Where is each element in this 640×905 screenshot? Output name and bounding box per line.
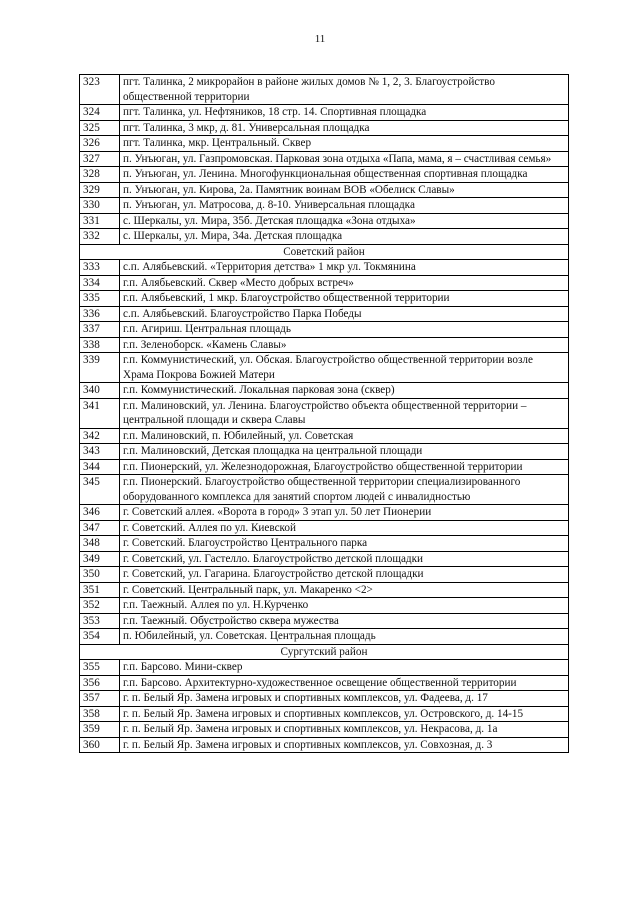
row-number: 358 xyxy=(80,706,120,722)
table-row xyxy=(80,120,569,136)
row-description: г.п. Коммунистический, ул. Обская. Благоустройство общественной территории возле Храма Покрова Божией Матери xyxy=(120,353,569,383)
table-row xyxy=(80,675,569,691)
row-description: г.п. Малиновский, п. Юбилейный, ул. Советская xyxy=(120,428,569,444)
row-description: г.п. Таежный. Обустройство сквера мужества xyxy=(120,613,569,629)
row-description: г.п. Малиновский, Детская площадка на центральной площади xyxy=(120,444,569,460)
row-number: 328 xyxy=(80,167,120,183)
table-row xyxy=(80,291,569,307)
row-number: 356 xyxy=(80,675,120,691)
row-number: 345 xyxy=(80,475,120,505)
row-description: п. Унъюган, ул. Газпромовская. Парковая зона отдыха «Папа, мама, я – счастливая семья» xyxy=(120,151,569,167)
table-row xyxy=(80,505,569,521)
row-number: 357 xyxy=(80,691,120,707)
row-number: 332 xyxy=(80,229,120,245)
table-row xyxy=(80,613,569,629)
row-description: с. Шеркалы, ул. Мира, 35б. Детская площадка «Зона отдыха» xyxy=(120,213,569,229)
row-number: 354 xyxy=(80,629,120,645)
row-description: г. Советский, ул. Гагарина. Благоустройство детской площадки xyxy=(120,567,569,583)
row-description: пгт. Талинка, мкр. Центральный. Сквер xyxy=(120,136,569,152)
row-description: пгт. Талинка, ул. Нефтяников, 18 стр. 14. Спортивная площадка xyxy=(120,105,569,121)
row-number: 360 xyxy=(80,737,120,753)
row-description: г.п. Таежный. Аллея по ул. Н.Курченко xyxy=(120,598,569,614)
row-number: 342 xyxy=(80,428,120,444)
table-row xyxy=(80,706,569,722)
row-description: г. п. Белый Яр. Замена игровых и спортивных комплексов, ул. Некрасова, д. 1а xyxy=(120,722,569,738)
row-description: пгт. Талинка, 2 микрорайон в районе жилых домов № 1, 2, 3. Благоустройство общественной территории xyxy=(120,75,569,105)
table-row xyxy=(80,722,569,738)
table-row xyxy=(80,260,569,276)
row-number: 327 xyxy=(80,151,120,167)
row-number: 352 xyxy=(80,598,120,614)
row-number: 329 xyxy=(80,182,120,198)
row-description: пгт. Талинка, 3 мкр, д. 81. Универсальная площадка xyxy=(120,120,569,136)
row-description: г.п. Алябьевский, 1 мкр. Благоустройство общественной территории xyxy=(120,291,569,307)
table-body xyxy=(80,75,569,753)
row-description: п. Унъюган, ул. Ленина. Многофункциональная общественная спортивная площадка xyxy=(120,167,569,183)
row-description: г. Советский аллея. «Ворота в город» 3 этап ул. 50 лет Пионерии xyxy=(120,505,569,521)
table-row xyxy=(80,551,569,567)
table-row xyxy=(80,428,569,444)
row-number: 335 xyxy=(80,291,120,307)
row-number: 344 xyxy=(80,459,120,475)
table-row xyxy=(80,475,569,505)
row-number: 323 xyxy=(80,75,120,105)
row-number: 350 xyxy=(80,567,120,583)
row-number: 351 xyxy=(80,582,120,598)
table-row xyxy=(80,520,569,536)
row-number: 346 xyxy=(80,505,120,521)
table-row xyxy=(80,306,569,322)
row-number: 353 xyxy=(80,613,120,629)
row-description: г.п. Коммунистический. Локальная парковая зона (сквер) xyxy=(120,383,569,399)
row-description: г.п. Зеленоборск. «Камень Славы» xyxy=(120,337,569,353)
table-row xyxy=(80,353,569,383)
table-row xyxy=(80,582,569,598)
row-number: 334 xyxy=(80,275,120,291)
table-row xyxy=(80,398,569,428)
row-number: 338 xyxy=(80,337,120,353)
row-description: г. п. Белый Яр. Замена игровых и спортивных комплексов, ул. Фадеева, д. 17 xyxy=(120,691,569,707)
row-number: 330 xyxy=(80,198,120,214)
table-row xyxy=(80,459,569,475)
row-description: г.п. Барсово. Мини-сквер xyxy=(120,660,569,676)
row-number: 325 xyxy=(80,120,120,136)
table-row xyxy=(80,275,569,291)
section-header-row xyxy=(80,244,569,260)
row-number: 336 xyxy=(80,306,120,322)
row-description: с.п. Алябьевский. «Территория детства» 1 мкр ул. Токмянина xyxy=(120,260,569,276)
row-number: 347 xyxy=(80,520,120,536)
table-row xyxy=(80,691,569,707)
table-row xyxy=(80,536,569,552)
row-description: г.п. Барсово. Архитектурно-художественное освещение общественной территории xyxy=(120,675,569,691)
section-title: Сургутский район xyxy=(80,644,569,660)
row-description: с. Шеркалы, ул. Мира, 34а. Детская площадка xyxy=(120,229,569,245)
row-description: п. Унъюган, ул. Кирова, 2а. Памятник воинам ВОВ «Обелиск Славы» xyxy=(120,182,569,198)
row-description: г.п. Агириш. Центральная площадь xyxy=(120,322,569,338)
row-description: г. п. Белый Яр. Замена игровых и спортивных комплексов, ул. Совхозная, д. 3 xyxy=(120,737,569,753)
row-number: 340 xyxy=(80,383,120,399)
row-description: с.п. Алябьевский. Благоустройство Парка Победы xyxy=(120,306,569,322)
row-number: 348 xyxy=(80,536,120,552)
row-number: 359 xyxy=(80,722,120,738)
table-row xyxy=(80,337,569,353)
table-row xyxy=(80,167,569,183)
row-number: 337 xyxy=(80,322,120,338)
row-description: г.п. Алябьевский. Сквер «Место добрых встреч» xyxy=(120,275,569,291)
row-description: г. Советский. Аллея по ул. Киевской xyxy=(120,520,569,536)
row-number: 331 xyxy=(80,213,120,229)
row-number: 339 xyxy=(80,353,120,383)
table-row xyxy=(80,213,569,229)
row-description: п. Унъюган, ул. Матросова, д. 8-10. Универсальная площадка xyxy=(120,198,569,214)
row-number: 324 xyxy=(80,105,120,121)
section-title: Советский район xyxy=(80,244,569,260)
row-description: г. Советский. Центральный парк, ул. Макаренко <2> xyxy=(120,582,569,598)
table-row xyxy=(80,105,569,121)
table-row xyxy=(80,75,569,105)
table-row xyxy=(80,444,569,460)
row-description: г. Советский. Благоустройство Центрального парка xyxy=(120,536,569,552)
table-row xyxy=(80,136,569,152)
table-row xyxy=(80,567,569,583)
row-number: 326 xyxy=(80,136,120,152)
projects-table xyxy=(79,74,569,753)
row-number: 355 xyxy=(80,660,120,676)
table-row xyxy=(80,383,569,399)
row-number: 349 xyxy=(80,551,120,567)
table-row xyxy=(80,182,569,198)
row-description: г. Советский, ул. Гастелло. Благоустройство детской площадки xyxy=(120,551,569,567)
table-row xyxy=(80,198,569,214)
row-description: г. п. Белый Яр. Замена игровых и спортивных комплексов, ул. Островского, д. 14-15 xyxy=(120,706,569,722)
row-number: 343 xyxy=(80,444,120,460)
table-row xyxy=(80,229,569,245)
table-row xyxy=(80,322,569,338)
table-row xyxy=(80,151,569,167)
table-row xyxy=(80,598,569,614)
page-number: 11 xyxy=(314,33,326,45)
row-description: п. Юбилейный, ул. Советская. Центральная площадь xyxy=(120,629,569,645)
section-header-row xyxy=(80,644,569,660)
row-description: г.п. Пионерский. Благоустройство общественной территории специализированного оборудованного комплекса для занятий спортом людей с инвалидностью xyxy=(120,475,569,505)
table-row xyxy=(80,737,569,753)
table-row xyxy=(80,629,569,645)
table-row xyxy=(80,660,569,676)
row-number: 333 xyxy=(80,260,120,276)
row-description: г.п. Пионерский, ул. Железнодорожная, Благоустройство общественной территории xyxy=(120,459,569,475)
row-number: 341 xyxy=(80,398,120,428)
row-description: г.п. Малиновский, ул. Ленина. Благоустройство объекта общественной территории – центральной площади и сквера Славы xyxy=(120,398,569,428)
